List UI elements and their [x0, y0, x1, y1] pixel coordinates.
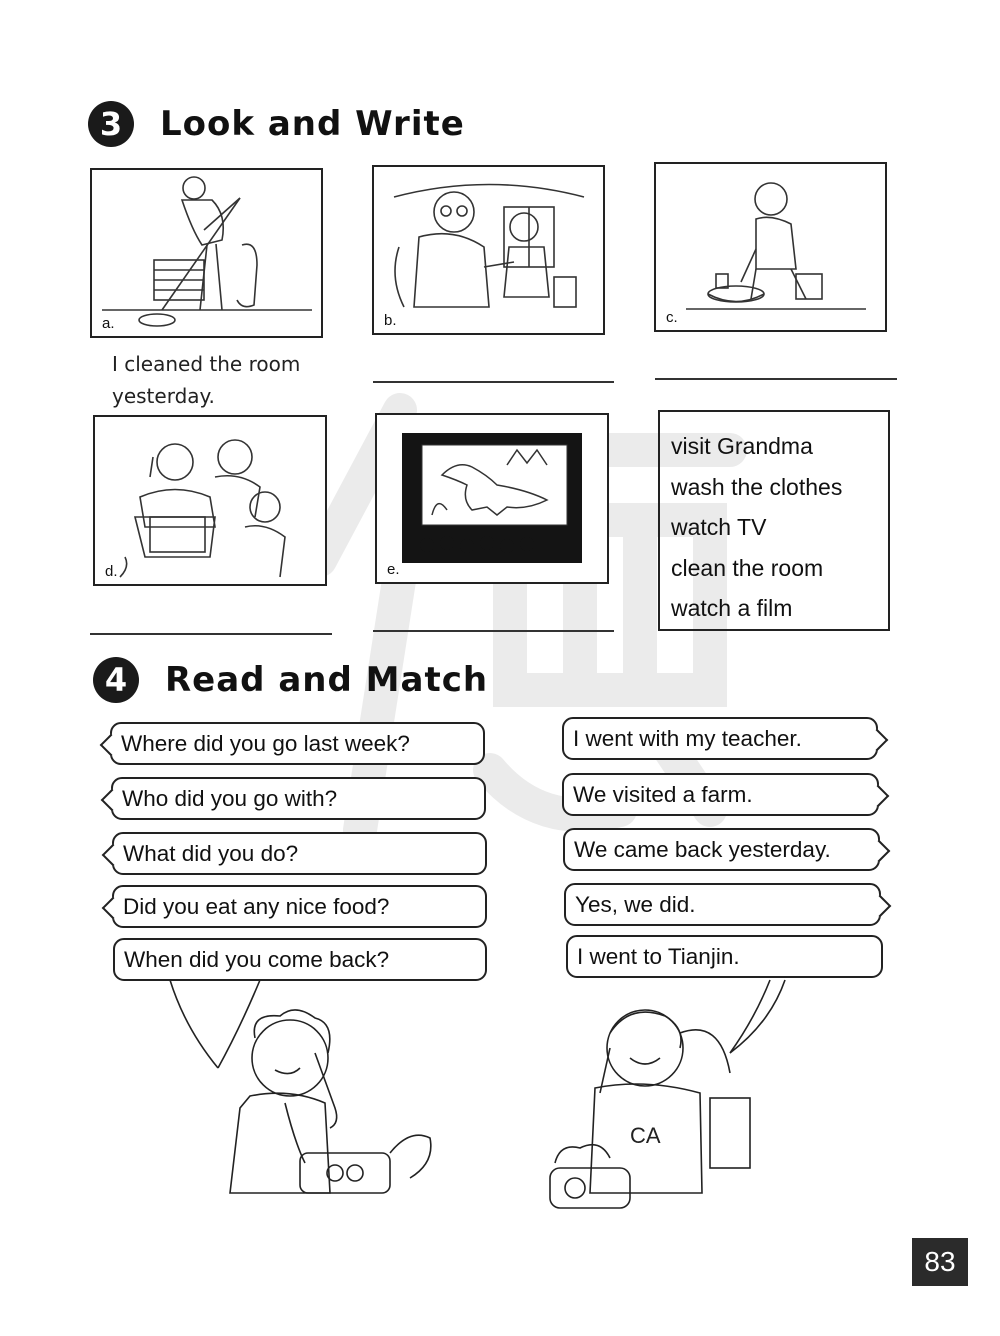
phone-call-illustration: [90, 978, 910, 1238]
section-3-heading: [88, 101, 465, 147]
answer-line-c[interactable]: [655, 378, 897, 380]
kids-watching-tv-icon: [95, 417, 325, 584]
example-answer: [112, 348, 300, 412]
section-3-number: 3: [88, 101, 134, 147]
answer-bubble-speaker[interactable]: [566, 935, 883, 978]
picture-e-label: e.: [387, 561, 400, 578]
page-number: 83: [912, 1238, 968, 1286]
question-text: Where did you go last week?: [121, 730, 410, 756]
picture-a: [90, 168, 323, 338]
question-bubble-speaker[interactable]: [113, 938, 487, 981]
dinosaur-film-icon: [377, 415, 607, 582]
answer-bubble[interactable]: [562, 717, 878, 760]
picture-e: [375, 413, 609, 584]
word-bank-item: watch TV: [671, 514, 767, 540]
section-3-title: Look and Write: [160, 104, 465, 144]
section-4-number: 4: [93, 657, 139, 703]
answer-text: Yes, we did.: [575, 891, 696, 917]
picture-c: [654, 162, 887, 332]
question-bubble[interactable]: [112, 832, 487, 875]
answer-line-d[interactable]: [90, 633, 332, 635]
answer-bubble[interactable]: [563, 828, 880, 871]
word-bank-item: wash the clothes: [671, 473, 843, 500]
question-bubble[interactable]: [112, 885, 487, 928]
question-bubble[interactable]: [110, 722, 485, 765]
picture-b: [372, 165, 605, 335]
answer-bubble[interactable]: [562, 773, 879, 816]
word-bank-item: watch a film: [671, 595, 793, 621]
question-text: Who did you go with?: [122, 785, 338, 811]
picture-c-label: c.: [666, 309, 678, 326]
boy-visiting-grandma-icon: [374, 167, 603, 333]
question-text: When did you come back?: [124, 946, 390, 972]
girl-on-phone-icon: [230, 1010, 431, 1193]
example-answer-line-2: yesterday.: [112, 384, 215, 408]
answer-bubble[interactable]: [564, 883, 881, 926]
picture-d: [93, 415, 327, 586]
answer-text: I went to Tianjin.: [577, 943, 740, 969]
answer-text: We came back yesterday.: [574, 836, 831, 862]
word-bank-item: clean the room: [671, 554, 824, 581]
answer-line-e[interactable]: [373, 630, 614, 632]
example-answer-line-1: I cleaned the room: [112, 352, 301, 376]
picture-d-label: d.: [105, 563, 118, 580]
answer-text: We visited a farm.: [573, 781, 753, 807]
question-text: Did you eat any nice food?: [123, 893, 390, 919]
section-4-heading: [93, 657, 488, 703]
boy-washing-clothes-icon: [656, 164, 885, 330]
boy-on-phone-icon: [550, 1010, 750, 1208]
word-bank-item: visit Grandma: [671, 433, 813, 459]
answer-line-b[interactable]: [373, 381, 614, 383]
picture-b-label: b.: [384, 312, 397, 329]
boy-vacuuming-icon: [92, 170, 321, 336]
svg-text:CA: CA: [630, 1123, 661, 1148]
word-bank: [658, 410, 890, 631]
question-bubble[interactable]: [111, 777, 486, 820]
section-4-title: Read and Match: [165, 660, 489, 700]
answer-text: I went with my teacher.: [573, 725, 802, 751]
picture-a-label: a.: [102, 315, 115, 332]
question-text: What did you do?: [123, 840, 299, 866]
